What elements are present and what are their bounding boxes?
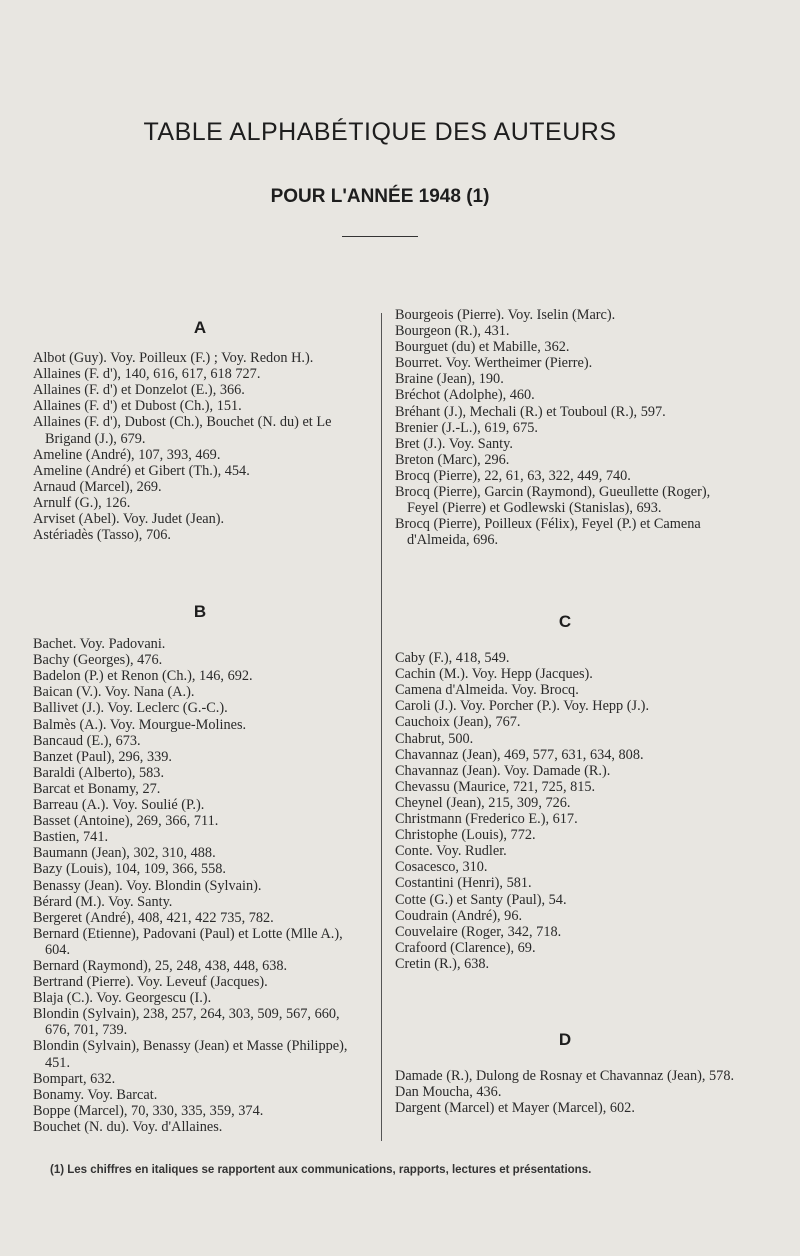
- index-entry: Bazy (Louis), 104, 109, 366, 558.: [33, 861, 226, 878]
- index-entry: Caroli (J.). Voy. Porcher (P.). Voy. Hepp (J.).: [395, 698, 650, 715]
- index-entry: Brocq (Pierre), 22, 61, 63, 322, 449, 740.: [395, 467, 631, 484]
- index-entry: Bourret. Voy. Wertheimer (Pierre).: [395, 355, 593, 372]
- index-entry: Bompart, 632.: [33, 1070, 116, 1087]
- index-entry: Cretin (R.), 638.: [395, 955, 490, 972]
- section-letter-d: D: [558, 1030, 572, 1049]
- title-rule: [342, 236, 418, 237]
- index-entry: Blondin (Sylvain), Benassy (Jean) et Masse (Philippe), 451.: [33, 1038, 348, 1071]
- section-letter-b: B: [193, 602, 207, 621]
- index-entry: Allaines (F. d'), 140, 616, 617, 618 727.: [33, 366, 261, 383]
- index-entry: Bergeret (André), 408, 421, 422 735, 782.: [33, 909, 274, 926]
- index-entry: Cotte (G.) et Santy (Paul), 54.: [395, 891, 567, 908]
- footnote: (1) Les chiffres en italiques se rapportent aux communications, rapports, lectures et présentations.: [50, 1164, 592, 1176]
- index-entry: Caby (F.), 418, 549.: [395, 650, 510, 667]
- index-entry: Dargent (Marcel) et Mayer (Marcel), 602.: [395, 1100, 635, 1117]
- index-entry: Bret (J.). Voy. Santy.: [395, 435, 513, 452]
- index-entry: Crafoord (Clarence), 69.: [395, 939, 536, 956]
- section-d: [395, 1032, 735, 1116]
- index-entry: Allaines (F. d') et Donzelot (E.), 366.: [33, 382, 245, 399]
- index-entry: Coudrain (André), 96.: [395, 907, 523, 924]
- index-entry: Chabrut, 500.: [395, 730, 474, 747]
- index-entry: Bachy (Georges), 476.: [33, 652, 163, 669]
- column-divider: [381, 313, 382, 1141]
- index-entry: Basset (Antoine), 269, 366, 711.: [33, 813, 219, 830]
- page-subtitle: POUR L'ANNÉE 1948 (1): [270, 186, 490, 207]
- section-b: [33, 604, 367, 1135]
- index-entry: Ameline (André) et Gibert (Th.), 454.: [33, 462, 250, 479]
- index-entry: Blaja (C.). Voy. Georgescu (I.).: [33, 990, 212, 1007]
- index-entry: Bachet. Voy. Padovani.: [33, 636, 166, 653]
- index-entry: Braine (Jean), 190.: [395, 371, 504, 388]
- index-entry: Damade (R.), Dulong de Rosnay et Chavannaz (Jean), 578.: [395, 1068, 735, 1085]
- index-entry: Bancaud (E.), 673.: [33, 732, 141, 749]
- index-entry: Bernard (Raymond), 25, 248, 438, 448, 638.: [33, 957, 288, 974]
- index-entry: Camena d'Almeida. Voy. Brocq.: [395, 682, 579, 699]
- index-entry: Baraldi (Alberto), 583.: [33, 764, 165, 781]
- index-entry: Cachin (M.). Voy. Hepp (Jacques).: [395, 666, 593, 683]
- section-letter-c: C: [558, 612, 572, 631]
- index-entry: Bourgeon (R.), 431.: [395, 323, 510, 340]
- index-entry: Breton (Marc), 296.: [395, 451, 510, 468]
- index-entry: Badelon (P.) et Renon (Ch.), 146, 692.: [33, 668, 253, 685]
- index-entry: Bourgeois (Pierre). Voy. Iselin (Marc).: [395, 307, 616, 323]
- index-entry: Bertrand (Pierre). Voy. Leveuf (Jacques).: [33, 974, 268, 991]
- index-entry: Ballivet (J.). Voy. Leclerc (G.-C.).: [33, 700, 228, 717]
- index-entry: Cosacesco, 310.: [395, 859, 488, 876]
- index-entry: Chavannaz (Jean), 469, 577, 631, 634, 808.: [395, 746, 644, 763]
- section-c: [395, 614, 735, 972]
- entries-d: [395, 1068, 735, 1116]
- entries-b: [33, 636, 367, 1135]
- entries-a: [33, 350, 367, 543]
- index-entry: Couvelaire (Roger, 342, 718.: [395, 923, 562, 940]
- index-entry: Cauchoix (Jean), 767.: [395, 714, 521, 731]
- index-entry: Benassy (Jean). Voy. Blondin (Sylvain).: [33, 877, 262, 894]
- entries-c: [395, 650, 735, 972]
- index-entry: Chavannaz (Jean). Voy. Damade (R.).: [395, 762, 611, 779]
- index-entry: Christmann (Frederico E.), 617.: [395, 811, 578, 828]
- index-entry: Costantini (Henri), 581.: [395, 875, 532, 892]
- index-entry: Barcat et Bonamy, 27.: [33, 780, 161, 797]
- index-entry: Ameline (André), 107, 393, 469.: [33, 446, 221, 463]
- index-entry: Bouchet (N. du). Voy. d'Allaines.: [33, 1118, 223, 1135]
- index-entry: Arviset (Abel). Voy. Judet (Jean).: [33, 511, 225, 528]
- index-entry: Barreau (A.). Voy. Soulié (P.).: [33, 797, 205, 814]
- section-letter-a: A: [193, 318, 207, 337]
- index-entry: Bréhant (J.), Mechali (R.) et Touboul (R.), 597.: [395, 403, 666, 420]
- index-entry: Banzet (Paul), 296, 339.: [33, 748, 172, 765]
- index-entry: Baican (V.). Voy. Nana (A.).: [33, 684, 195, 701]
- index-entry: Arnulf (G.), 126.: [33, 494, 131, 511]
- index-entry: Christophe (Louis), 772.: [395, 827, 536, 844]
- index-entry: Albot (Guy). Voy. Poilleux (F.) ; Voy. Redon H.).: [33, 350, 314, 367]
- index-entry: Dan Moucha, 436.: [395, 1084, 502, 1101]
- index-entry: Cheynel (Jean), 215, 309, 726.: [395, 794, 571, 811]
- index-entry: Baumann (Jean), 302, 310, 488.: [33, 845, 216, 862]
- index-entry: Bréchot (Adolphe), 460.: [395, 387, 535, 404]
- index-entry: Brocq (Pierre), Garcin (Raymond), Gueullette (Roger), Feyel (Pierre) et Godlewski (Stanislas), 693.: [395, 484, 711, 517]
- page-title: TABLE ALPHABÉTIQUE DES AUTEURS: [143, 118, 617, 146]
- index-entry: Allaines (F. d') et Dubost (Ch.), 151.: [33, 398, 242, 415]
- index-entry: Bonamy. Voy. Barcat.: [33, 1086, 158, 1103]
- index-entry: Brenier (J.-L.), 619, 675.: [395, 419, 538, 436]
- section-a: [33, 320, 367, 543]
- index-entry: Allaines (F. d'), Dubost (Ch.), Bouchet (N. du) et Le Brigand (J.), 679.: [33, 414, 332, 447]
- index-entry: Balmès (A.). Voy. Mourgue-Molines.: [33, 716, 247, 733]
- index-entry: Astériadès (Tasso), 706.: [33, 527, 171, 544]
- entries-b-cont: [395, 307, 735, 548]
- index-entry: Arnaud (Marcel), 269.: [33, 478, 162, 495]
- index-entry: Blondin (Sylvain), 238, 257, 264, 303, 509, 567, 660, 676, 701, 739.: [33, 1006, 340, 1039]
- index-entry: Brocq (Pierre), Poilleux (Félix), Feyel (P.) et Camena d'Almeida, 696.: [395, 516, 701, 549]
- index-entry: Chevassu (Maurice, 721, 725, 815.: [395, 778, 596, 795]
- section-b-continued: [395, 307, 735, 548]
- index-entry: Bernard (Etienne), Padovani (Paul) et Lotte (Mlle A.), 604.: [33, 925, 343, 958]
- index-entry: Bourguet (du) et Mabille, 362.: [395, 339, 570, 356]
- index-entry: Boppe (Marcel), 70, 330, 335, 359, 374.: [33, 1102, 264, 1119]
- index-entry: Bastien, 741.: [33, 829, 109, 846]
- index-entry: Bérard (M.). Voy. Santy.: [33, 893, 173, 910]
- index-entry: Conte. Voy. Rudler.: [395, 843, 507, 860]
